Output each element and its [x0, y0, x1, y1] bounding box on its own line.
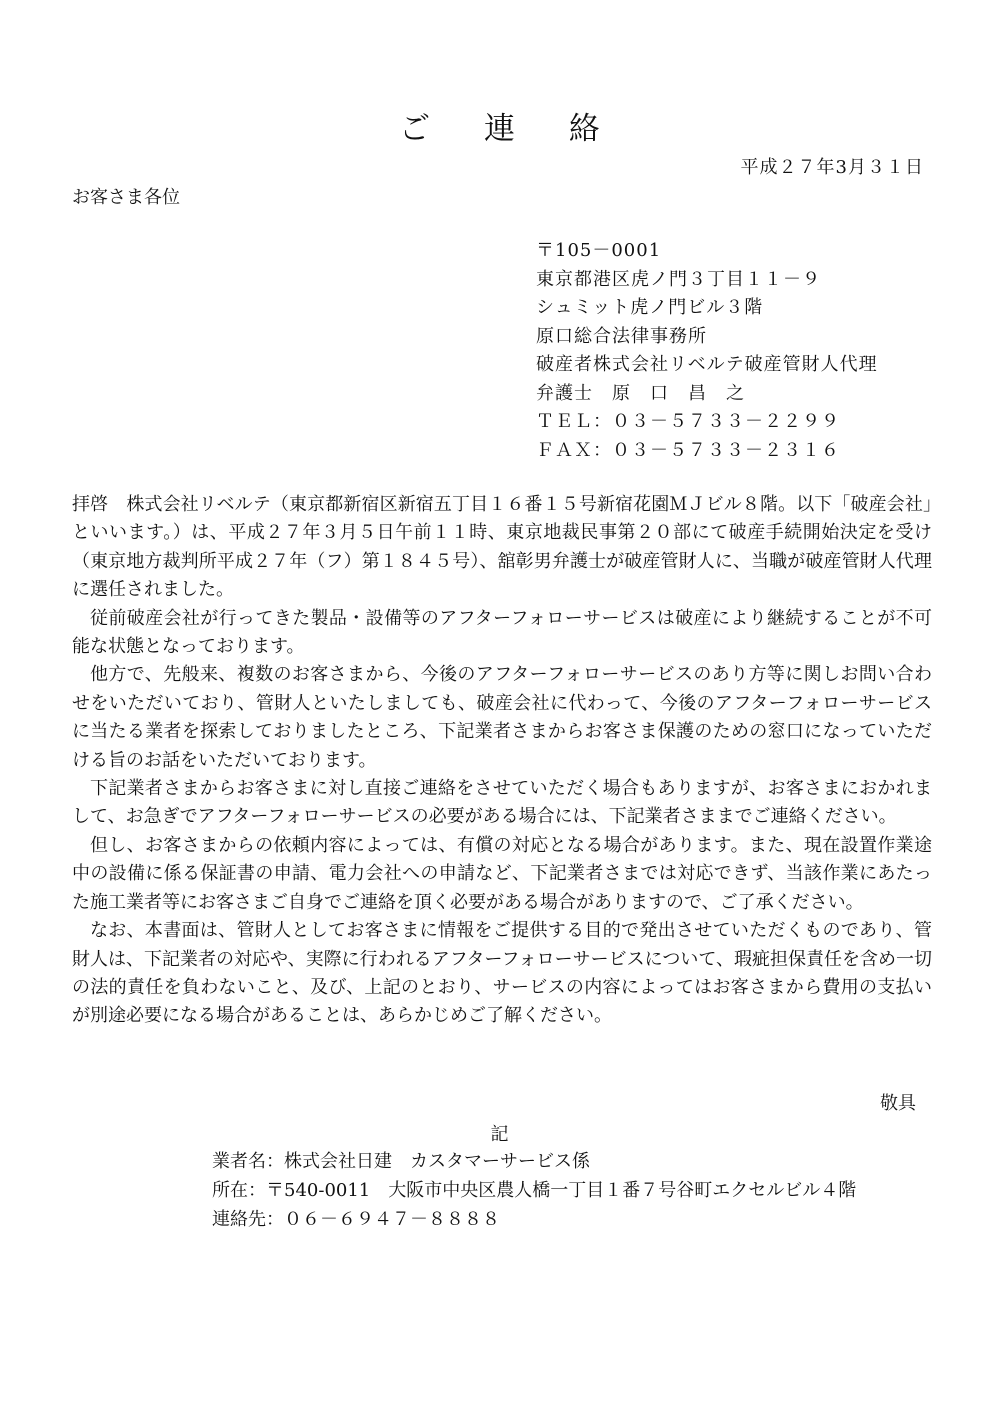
- page-title: ご 連 絡: [399, 111, 622, 147]
- body-paragraph-4: 下記業者さまからお客さまに対し直接ご連絡をさせていただく場合もありますが、お客さまにおかれまして、お急ぎでアフターフォローサービスの必要がある場合には、下記業者さままでご連絡ください。: [72, 778, 932, 828]
- sender-fax: ＦＡＸ：０３－５７３３－２３１６: [536, 439, 840, 461]
- body-paragraph-2: 従前破産会社が行ってきた製品・設備等のアフターフォローサービスは破産により継続することが不可能な状態となっております。: [72, 607, 932, 658]
- notes-heading: 記: [490, 1124, 509, 1145]
- sender-role: 破産者株式会社リベルテ破産管財人代理: [536, 354, 878, 375]
- addressee: お客さま各位: [72, 187, 180, 208]
- vendor-location: 所在：〒540-0011 大阪市中央区農人橋一丁目１番７号谷町エクセルビル４階: [212, 1180, 857, 1201]
- sender-lawyer: 弁護士 原 口 昌 之: [536, 382, 745, 404]
- vendor-contact: 連絡先：０６－６９４７－８８８８: [212, 1209, 500, 1230]
- body-paragraph-1: 拝啓 株式会社リベルテ（東京都新宿区新宿五丁目１６番１５号新宿花園ＭＪビル８階。以下「破産会社」といいます。）は、平成２７年３月５日午前１１時、東京地裁民事第２０部にて破産手続開始決定を受け（東京地方裁判所平成２７年（フ）第１８４５号）、舘彰男弁護士が破産管財人に、当職が破産管財人代理に選任されました。: [72, 494, 932, 601]
- letter-body: [72, 491, 932, 1031]
- sender-building: シュミット虎ノ門ビル３階: [536, 297, 764, 318]
- sender-block: [536, 237, 878, 465]
- sender-office: 原口総合法律事務所: [536, 325, 707, 347]
- sender-address: 東京都港区虎ノ門３丁目１１－９: [536, 268, 821, 290]
- body-paragraph-6: なお、本書面は、管財人としてお客さまに情報をご提供する目的で発出させていただくものであり、管財人は、下記業者の対応や、実際に行われるアフターフォローサービスについて、瑕疵担保責任を含め一切の法的責任を負わないこと、及び、上記のとおり、サービスの内容によってはお客さまから費用の支払いが別途必要になる場合があることは、あらかじめご了解ください。: [72, 920, 932, 1027]
- body-paragraph-5: 但し、お客さまからの依頼内容によっては、有償の対応となる場合があります。また、現在設置作業途中の設備に係る保証書の申請、電力会社への申請など、下記業者さまでは対応できず、当該作業にあたった施工業者等にお客さまご自身でご連絡を頂く必要がある場合がありますので、ご了承ください。: [72, 834, 932, 913]
- letter-date: 平成２７年3月３１日: [740, 157, 924, 178]
- vendor-name: 業者名：株式会社日建 カスタマーサービス係: [212, 1151, 590, 1172]
- closing-salutation: 敬具: [880, 1093, 916, 1114]
- vendor-block: [212, 1147, 856, 1234]
- body-paragraph-3: 他方で、先般来、複数のお客さまから、今後のアフターフォローサービスのあり方等に関しお問い合わせをいただいており、管財人といたしましても、破産会社に代わって、今後のアフターフォローサービスに当たる業者を探索しておりましたところ、下記業者さまからお客さま保護のための窓口になっていただける旨のお話をいただいております。: [72, 664, 932, 771]
- sender-postal-code: 〒105－0001: [536, 240, 662, 261]
- sender-tel: ＴＥＬ：０３－５７３３－２２９９: [536, 411, 840, 432]
